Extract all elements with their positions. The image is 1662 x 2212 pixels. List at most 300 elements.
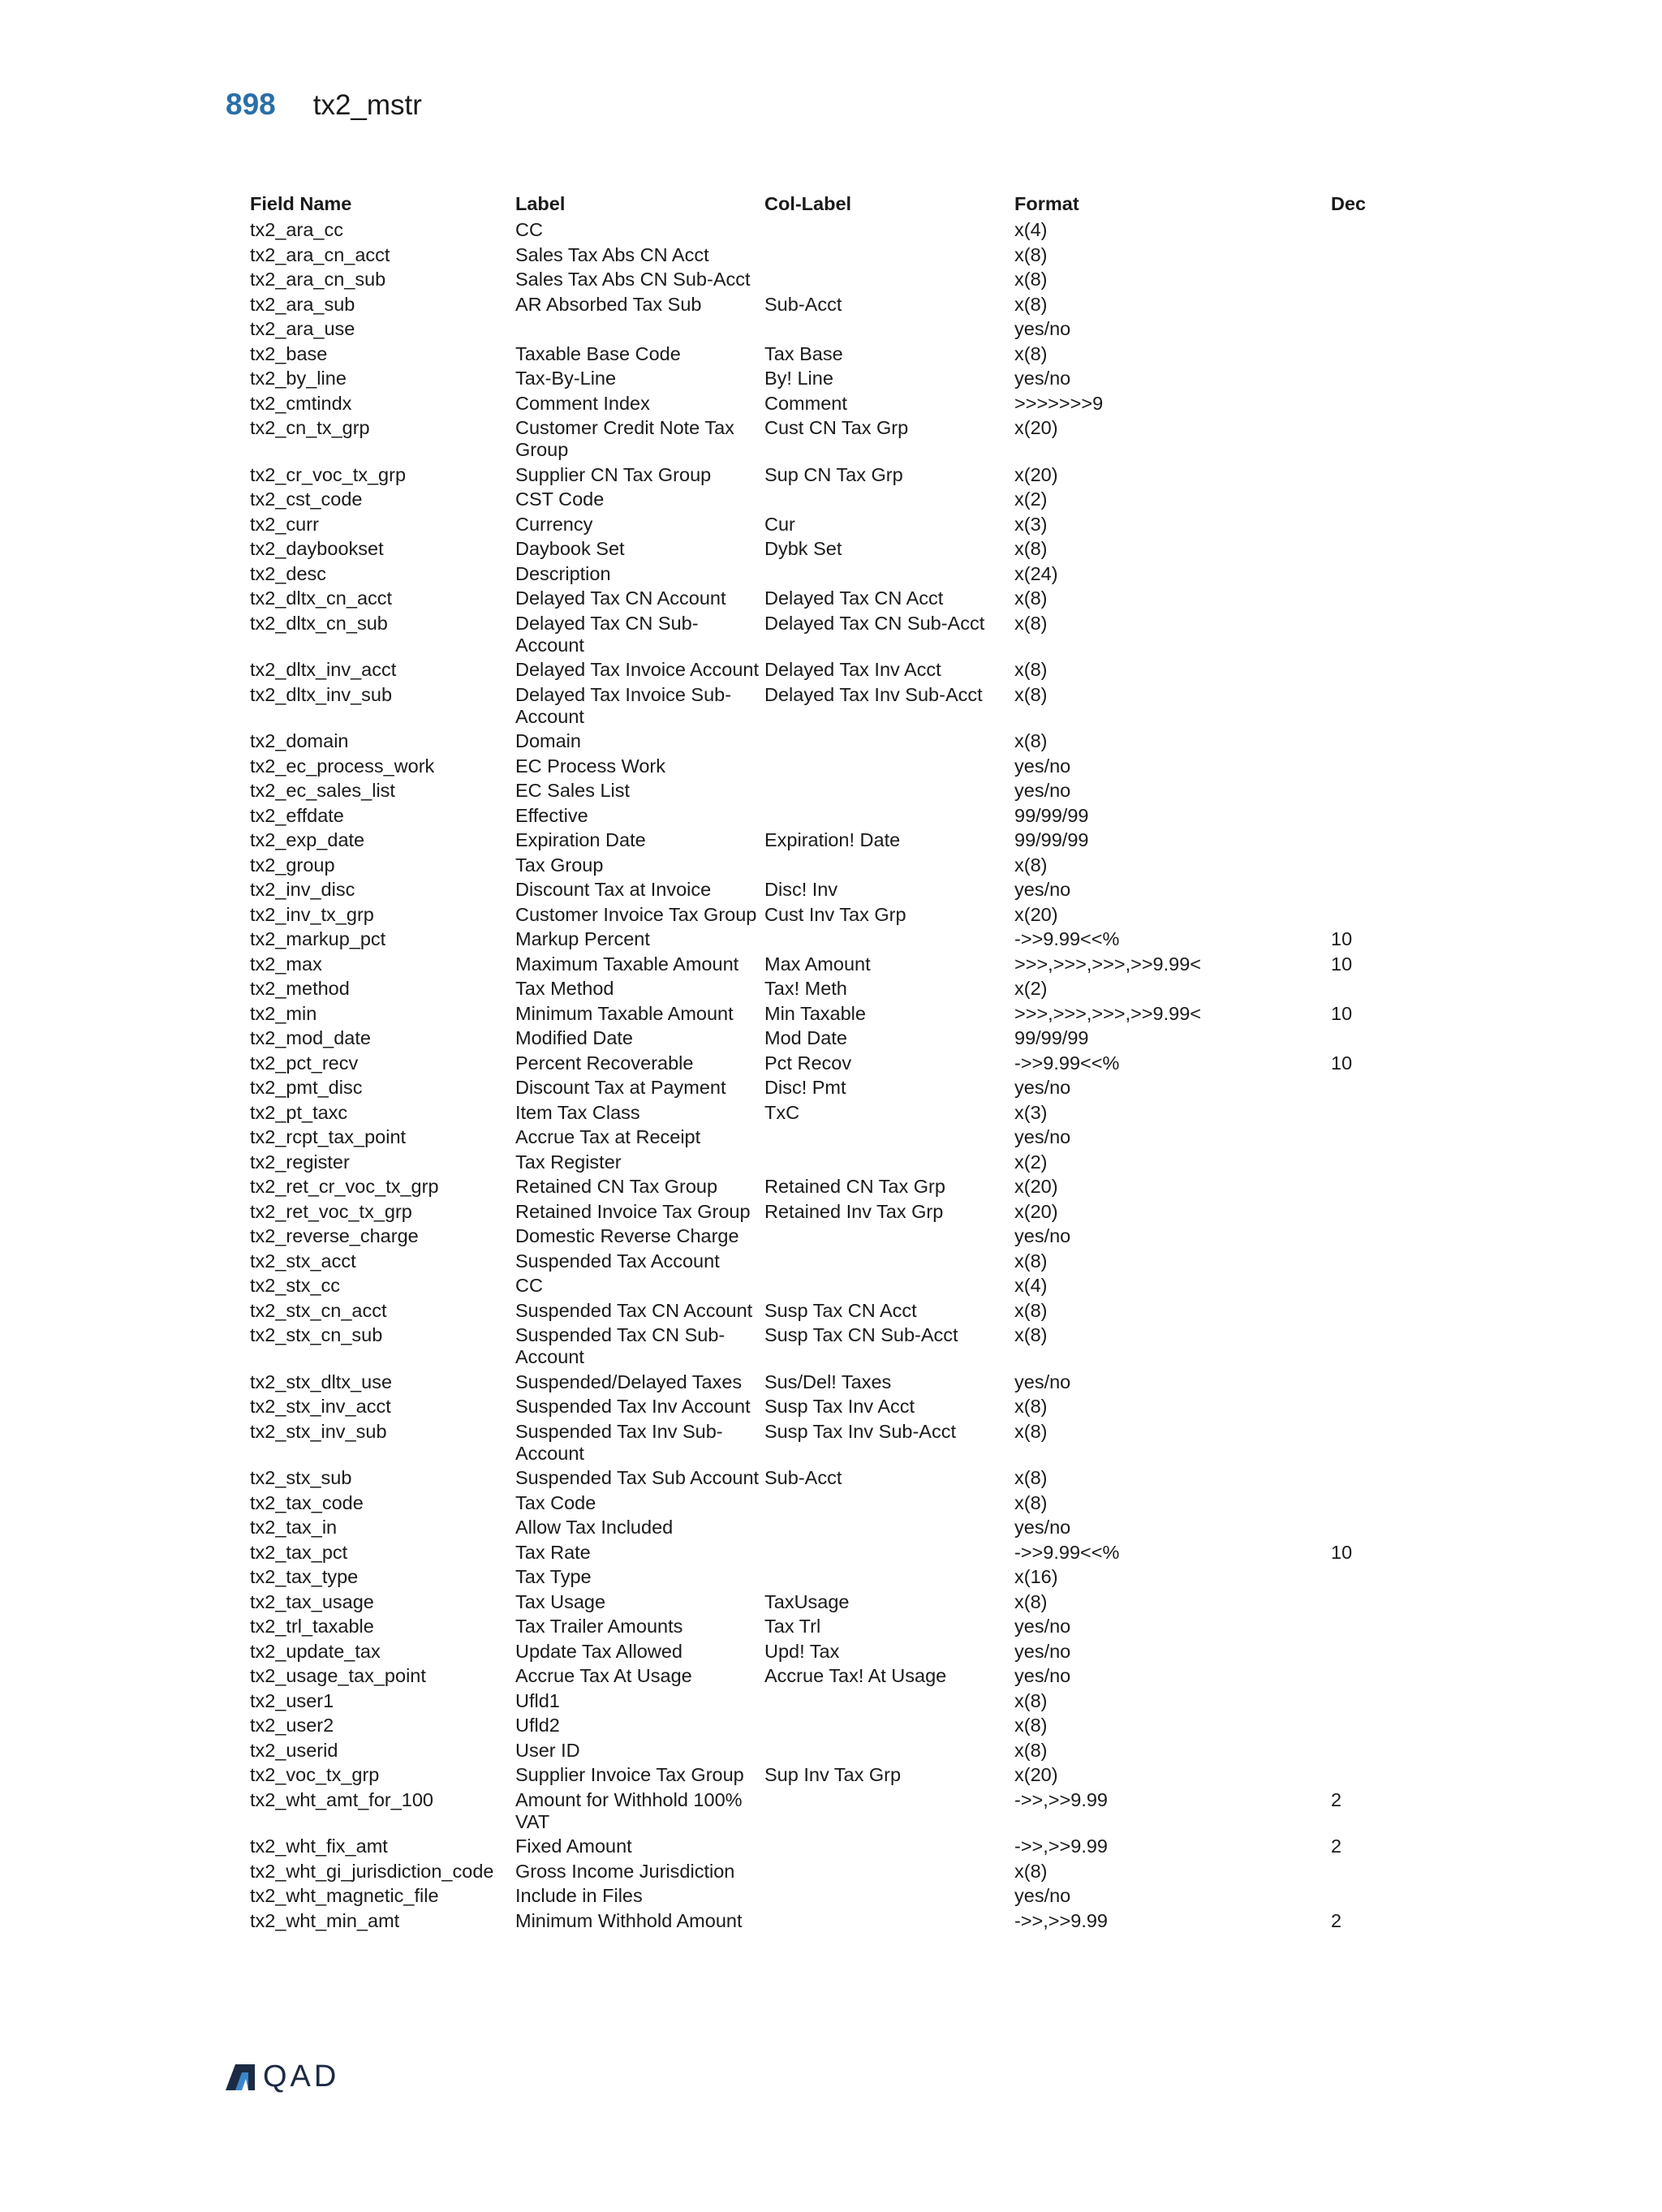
- cell-col-label: TxC: [764, 1101, 800, 1123]
- table-row: [250, 1421, 1402, 1468]
- cell-field-name: tx2_markup_pct: [250, 928, 386, 949]
- table-row: [250, 780, 1402, 805]
- table-row: [250, 1467, 1402, 1492]
- cell-label: Tax Method: [515, 978, 614, 999]
- table-row: [250, 244, 1402, 269]
- cell-format: x(20): [1014, 1200, 1058, 1222]
- cell-dec: 10: [1331, 953, 1353, 975]
- cell-col-label: [764, 1225, 1014, 1250]
- cell-col-label: Accrue Tax! At Usage: [764, 1665, 947, 1686]
- cell-field-name: tx2_group: [250, 854, 335, 876]
- cell-col-label: Cust CN Tax Grp: [764, 417, 909, 438]
- table-row: [250, 1835, 1402, 1861]
- cell-label: Suspended/Delayed Taxes: [515, 1371, 743, 1392]
- cell-label: Sales Tax Abs CN Acct: [515, 243, 709, 265]
- cell-format: x(2): [1014, 1151, 1048, 1173]
- page-number: 898: [226, 88, 276, 121]
- cell-format: yes/no: [1014, 1640, 1071, 1662]
- cell-field-name: tx2_wht_magnetic_file: [250, 1885, 439, 1906]
- cell-dec: [1331, 294, 1402, 319]
- cell-format: x(8): [1014, 269, 1048, 290]
- cell-format: yes/no: [1014, 1077, 1071, 1098]
- cell-field-name: tx2_reverse_charge: [250, 1225, 419, 1246]
- cell-dec: [1331, 730, 1402, 755]
- table-row: [250, 1275, 1402, 1300]
- cell-label: Currency: [515, 513, 593, 535]
- cell-field-name: tx2_ara_cn_acct: [250, 243, 390, 265]
- cell-col-label: Delayed Tax Inv Acct: [764, 659, 941, 680]
- cell-dec: [1331, 488, 1402, 514]
- cell-col-label: Upd! Tax: [764, 1640, 840, 1662]
- cell-format: yes/no: [1014, 1517, 1071, 1538]
- table-row: [250, 829, 1402, 854]
- cell-label: Discount Tax at Invoice: [515, 879, 712, 900]
- cell-label: Delayed Tax Invoice Account: [515, 659, 760, 680]
- cell-dec: [1331, 1421, 1402, 1468]
- cell-field-name: tx2_register: [250, 1151, 350, 1173]
- cell-dec: [1331, 1616, 1402, 1641]
- cell-format: x(8): [1014, 1420, 1048, 1442]
- cell-field-name: tx2_stx_cn_acct: [250, 1299, 387, 1321]
- cell-label: Include in Files: [515, 1885, 643, 1906]
- cell-dec: [1331, 1764, 1402, 1789]
- cell-col-label: [764, 1715, 1014, 1740]
- cell-label: Suspended Tax Account: [515, 1250, 720, 1272]
- cell-dec: [1331, 755, 1402, 781]
- cell-field-name: tx2_stx_sub: [250, 1467, 352, 1488]
- cell-format: 99/99/99: [1014, 829, 1089, 850]
- table-row: [250, 1300, 1402, 1325]
- cell-field-name: tx2_ret_voc_tx_grp: [250, 1200, 412, 1222]
- cell-field-name: tx2_userid: [250, 1739, 338, 1761]
- cell-field-name: tx2_dltx_cn_sub: [250, 612, 388, 634]
- cell-col-label: [764, 1542, 1014, 1567]
- cell-format: x(20): [1014, 903, 1058, 925]
- cell-format: x(8): [1014, 243, 1048, 265]
- cell-field-name: tx2_wht_amt_for_100: [250, 1788, 434, 1810]
- cell-label: Delayed Tax Invoice Sub-Account: [515, 683, 732, 727]
- cell-dec: [1331, 368, 1402, 393]
- cell-dec: [1331, 563, 1402, 588]
- table-row: [250, 1740, 1402, 1765]
- cell-col-label: [764, 269, 1014, 294]
- cell-label: Description: [515, 562, 611, 584]
- table-row: [250, 879, 1402, 904]
- cell-dec: 2: [1331, 1788, 1342, 1810]
- cell-col-label: Sub-Acct: [764, 1467, 842, 1488]
- cell-label: Gross Income Jurisdiction: [515, 1860, 735, 1882]
- table-row: [250, 1885, 1402, 1910]
- cell-dec: [1331, 318, 1402, 343]
- cell-col-label: [764, 219, 1014, 244]
- cell-dec: [1331, 1517, 1402, 1542]
- qad-logo-text: QAD: [263, 2059, 340, 2094]
- cell-col-label: Cur: [764, 513, 795, 535]
- cell-format: >>>,>>>,>>>,>>9.99<: [1014, 953, 1202, 975]
- table-row: [250, 1371, 1402, 1396]
- cell-label: Discount Tax at Payment: [515, 1077, 726, 1098]
- cell-field-name: tx2_wht_fix_amt: [250, 1835, 388, 1857]
- cell-dec: [1331, 613, 1402, 660]
- table-row: [250, 805, 1402, 830]
- cell-label: Allow Tax Included: [515, 1517, 674, 1538]
- cell-dec: [1331, 1885, 1402, 1910]
- cell-format: >>>,>>>,>>>,>>9.99<: [1014, 1002, 1202, 1024]
- cell-format: yes/no: [1014, 318, 1071, 339]
- page-header: [226, 88, 422, 122]
- cell-label: Minimum Taxable Amount: [515, 1002, 734, 1024]
- cell-field-name: tx2_inv_disc: [250, 879, 355, 900]
- cell-col-label: [764, 1835, 1014, 1861]
- cell-field-name: tx2_method: [250, 978, 350, 999]
- cell-label: Retained CN Tax Group: [515, 1176, 718, 1197]
- table-row: [250, 417, 1402, 464]
- cell-label: Domestic Reverse Charge: [515, 1225, 739, 1246]
- cell-label: CC: [515, 219, 543, 240]
- cell-dec: [1331, 1300, 1402, 1325]
- table-row: [250, 563, 1402, 588]
- cell-format: ->>,>>9.99: [1014, 1909, 1108, 1931]
- cell-label: Minimum Withhold Amount: [515, 1909, 743, 1931]
- cell-col-label: Pct Recov: [764, 1052, 852, 1074]
- table-row: [250, 587, 1402, 613]
- cell-label: Markup Percent: [515, 928, 650, 949]
- table-row: [250, 904, 1402, 929]
- cell-label: Expiration Date: [515, 829, 646, 850]
- cell-field-name: tx2_dltx_inv_acct: [250, 659, 397, 680]
- cell-label: Suspended Tax CN Sub-Account: [515, 1324, 726, 1367]
- table-row: [250, 538, 1402, 563]
- cell-format: yes/no: [1014, 1126, 1071, 1147]
- cell-format: ->>,>>9.99: [1014, 1788, 1108, 1810]
- cell-field-name: tx2_ara_sub: [250, 293, 355, 315]
- cell-field-name: tx2_cst_code: [250, 488, 363, 510]
- cell-field-name: tx2_stx_cn_sub: [250, 1324, 383, 1345]
- cell-col-label: Delayed Tax CN Acct: [764, 587, 944, 609]
- table-row: [250, 1396, 1402, 1421]
- cell-col-label: [764, 1861, 1014, 1886]
- table-row: [250, 488, 1402, 514]
- cell-field-name: tx2_ara_use: [250, 318, 355, 339]
- cell-format: x(3): [1014, 1101, 1048, 1123]
- cell-dec: [1331, 904, 1402, 929]
- cell-format: x(8): [1014, 1250, 1048, 1272]
- cell-format: 99/99/99: [1014, 1027, 1089, 1048]
- column-header-format: Format: [1014, 193, 1079, 214]
- table-row: [250, 1641, 1402, 1666]
- cell-label: Amount for Withhold 100% VAT: [515, 1788, 743, 1832]
- cell-dec: [1331, 1102, 1402, 1127]
- table-row: [250, 343, 1402, 368]
- cell-label: Tax-By-Line: [515, 368, 617, 389]
- cell-format: ->>9.99<<%: [1014, 1052, 1120, 1074]
- cell-col-label: TaxUsage: [764, 1590, 850, 1612]
- cell-dec: [1331, 1126, 1402, 1151]
- cell-col-label: Sub-Acct: [764, 293, 842, 315]
- cell-col-label: Susp Tax Inv Sub-Acct: [764, 1420, 956, 1442]
- cell-format: x(8): [1014, 1860, 1048, 1882]
- cell-format: x(16): [1014, 1566, 1058, 1587]
- table-row: [250, 659, 1402, 684]
- cell-field-name: tx2_mod_date: [250, 1027, 371, 1048]
- table-row: [250, 368, 1402, 393]
- cell-dec: 10: [1331, 1052, 1353, 1074]
- table-row: [250, 1616, 1402, 1641]
- cell-col-label: Tax Base: [764, 342, 843, 364]
- table-row: [250, 1789, 1402, 1836]
- cell-field-name: tx2_usage_tax_point: [250, 1665, 426, 1686]
- cell-dec: [1331, 219, 1402, 244]
- cell-format: 99/99/99: [1014, 804, 1089, 826]
- cell-format: x(8): [1014, 659, 1048, 680]
- cell-field-name: tx2_cmtindx: [250, 392, 352, 414]
- cell-field-name: tx2_user1: [250, 1689, 334, 1711]
- cell-label: Fixed Amount: [515, 1835, 632, 1857]
- cell-col-label: [764, 1517, 1014, 1542]
- cell-dec: [1331, 1861, 1402, 1886]
- cell-dec: [1331, 538, 1402, 563]
- cell-format: ->>9.99<<%: [1014, 928, 1120, 949]
- column-header-col-label: Col-Label: [764, 193, 852, 214]
- cell-field-name: tx2_ara_cn_sub: [250, 269, 386, 290]
- cell-col-label: Delayed Tax CN Sub-Acct: [764, 612, 985, 634]
- cell-dec: 10: [1331, 928, 1353, 949]
- cell-dec: [1331, 659, 1402, 684]
- cell-col-label: [764, 1126, 1014, 1151]
- cell-format: yes/no: [1014, 1665, 1071, 1686]
- table-row: [250, 1176, 1402, 1201]
- cell-field-name: tx2_ara_cc: [250, 219, 343, 240]
- cell-format: x(8): [1014, 683, 1048, 705]
- cell-col-label: [764, 1566, 1014, 1591]
- cell-field-name: tx2_pt_taxc: [250, 1101, 348, 1123]
- cell-dec: [1331, 1690, 1402, 1715]
- cell-col-label: Cust Inv Tax Grp: [764, 903, 906, 925]
- table-row: [250, 684, 1402, 731]
- cell-label: Suspended Tax Inv Account: [515, 1396, 751, 1417]
- cell-col-label: [764, 854, 1014, 880]
- table-row: [250, 978, 1402, 1003]
- cell-field-name: tx2_tax_usage: [250, 1590, 374, 1612]
- cell-label: AR Absorbed Tax Sub: [515, 293, 702, 315]
- cell-label: [515, 318, 764, 343]
- table-row: [250, 1151, 1402, 1177]
- cell-col-label: Dybk Set: [764, 538, 842, 559]
- cell-field-name: tx2_stx_acct: [250, 1250, 356, 1272]
- cell-col-label: Sup Inv Tax Grp: [764, 1764, 902, 1785]
- cell-label: User ID: [515, 1739, 580, 1761]
- table-row: [250, 1027, 1402, 1052]
- column-header-dec: Dec: [1331, 193, 1367, 214]
- table-header: [250, 193, 1402, 219]
- cell-field-name: tx2_tax_type: [250, 1566, 359, 1587]
- cell-field-name: tx2_wht_min_amt: [250, 1909, 400, 1931]
- cell-dec: [1331, 244, 1402, 269]
- cell-dec: [1331, 829, 1402, 854]
- cell-label: Tax Type: [515, 1566, 592, 1587]
- cell-format: yes/no: [1014, 368, 1071, 389]
- cell-label: Retained Invoice Tax Group: [515, 1200, 751, 1222]
- cell-dec: 2: [1331, 1835, 1342, 1857]
- cell-label: Accrue Tax at Receipt: [515, 1126, 701, 1147]
- cell-col-label: Susp Tax Inv Acct: [764, 1396, 915, 1417]
- cell-dec: [1331, 1641, 1402, 1666]
- cell-col-label: Disc! Inv: [764, 879, 838, 900]
- cell-field-name: tx2_rcpt_tax_point: [250, 1126, 407, 1147]
- cell-col-label: [764, 780, 1014, 805]
- column-header-label: Label: [515, 193, 566, 214]
- cell-field-name: tx2_daybookset: [250, 538, 384, 559]
- cell-field-name: tx2_min: [250, 1002, 317, 1024]
- cell-field-name: tx2_pmt_disc: [250, 1077, 363, 1098]
- cell-label: Ufld2: [515, 1715, 560, 1736]
- cell-dec: [1331, 1250, 1402, 1276]
- cell-field-name: tx2_stx_dltx_use: [250, 1371, 393, 1392]
- cell-col-label: Mod Date: [764, 1027, 847, 1048]
- cell-format: yes/no: [1014, 879, 1071, 900]
- table-row: [250, 1052, 1402, 1078]
- cell-label: Customer Credit Note Tax Group: [515, 417, 734, 460]
- cell-format: >>>>>>>9: [1014, 392, 1104, 414]
- cell-field-name: tx2_ec_sales_list: [250, 780, 395, 801]
- cell-dec: [1331, 269, 1402, 294]
- cell-dec: [1331, 1591, 1402, 1616]
- cell-field-name: tx2_tax_pct: [250, 1541, 348, 1563]
- cell-dec: [1331, 1176, 1402, 1201]
- cell-field-name: tx2_cr_voc_tx_grp: [250, 463, 407, 485]
- cell-field-name: tx2_trl_taxable: [250, 1616, 374, 1637]
- table-row: [250, 1517, 1402, 1542]
- cell-dec: [1331, 1492, 1402, 1517]
- cell-dec: [1331, 1201, 1402, 1226]
- cell-field-name: tx2_ec_process_work: [250, 755, 435, 777]
- table-row: [250, 1566, 1402, 1591]
- cell-label: Supplier Invoice Tax Group: [515, 1764, 744, 1785]
- cell-dec: 2: [1331, 1909, 1342, 1931]
- cell-label: Supplier CN Tax Group: [515, 463, 712, 485]
- cell-label: Tax Rate: [515, 1541, 591, 1563]
- cell-format: x(8): [1014, 1491, 1048, 1513]
- cell-dec: [1331, 1740, 1402, 1765]
- cell-format: x(8): [1014, 854, 1048, 876]
- cell-format: x(20): [1014, 417, 1058, 438]
- cell-label: Tax Code: [515, 1491, 596, 1513]
- cell-label: CC: [515, 1275, 543, 1296]
- table-body: [250, 219, 1402, 1934]
- cell-dec: [1331, 1225, 1402, 1250]
- cell-format: x(2): [1014, 488, 1048, 510]
- cell-label: Suspended Tax CN Account: [515, 1299, 753, 1321]
- cell-label: Tax Usage: [515, 1590, 606, 1612]
- cell-dec: [1331, 1665, 1402, 1690]
- cell-label: Effective: [515, 804, 588, 826]
- cell-field-name: tx2_dltx_cn_acct: [250, 587, 393, 609]
- cell-format: x(8): [1014, 730, 1048, 751]
- cell-format: yes/no: [1014, 1371, 1071, 1392]
- cell-field-name: tx2_update_tax: [250, 1640, 381, 1662]
- cell-dec: [1331, 1151, 1402, 1177]
- cell-dec: [1331, 1324, 1402, 1371]
- cell-col-label: [764, 1789, 1014, 1836]
- cell-format: x(3): [1014, 513, 1048, 535]
- table-row: [250, 393, 1402, 418]
- cell-col-label: Sus/Del! Taxes: [764, 1371, 892, 1392]
- cell-col-label: Expiration! Date: [764, 829, 901, 850]
- cell-dec: [1331, 854, 1402, 880]
- cell-col-label: [764, 563, 1014, 588]
- cell-field-name: tx2_dltx_inv_sub: [250, 683, 393, 705]
- cell-format: x(8): [1014, 538, 1048, 559]
- cell-label: Suspended Tax Sub Account: [515, 1467, 760, 1488]
- cell-format: x(20): [1014, 1176, 1058, 1197]
- cell-format: x(8): [1014, 1739, 1048, 1761]
- table-row: [250, 219, 1402, 244]
- cell-format: x(8): [1014, 293, 1048, 315]
- cell-label: Domain: [515, 730, 581, 751]
- cell-label: Ufld1: [515, 1689, 560, 1711]
- cell-format: x(8): [1014, 342, 1048, 364]
- table-row: [250, 318, 1402, 343]
- cell-format: x(4): [1014, 1275, 1048, 1296]
- cell-format: ->>,>>9.99: [1014, 1835, 1108, 1857]
- cell-dec: [1331, 393, 1402, 418]
- cell-dec: [1331, 780, 1402, 805]
- cell-col-label: Min Taxable: [764, 1002, 866, 1024]
- cell-field-name: tx2_stx_inv_sub: [250, 1420, 387, 1442]
- table-row: [250, 1077, 1402, 1102]
- table-row: [250, 514, 1402, 539]
- cell-col-label: Tax! Meth: [764, 978, 847, 999]
- cell-format: x(8): [1014, 1590, 1048, 1612]
- qad-logo-icon: [224, 2063, 256, 2092]
- cell-dec: [1331, 514, 1402, 539]
- cell-format: yes/no: [1014, 780, 1071, 801]
- cell-col-label: Sup CN Tax Grp: [764, 463, 903, 485]
- cell-dec: [1331, 343, 1402, 368]
- cell-label: Sales Tax Abs CN Sub-Acct: [515, 269, 751, 290]
- field-table: [250, 193, 1402, 1934]
- cell-label: EC Process Work: [515, 755, 665, 777]
- cell-col-label: [764, 1740, 1014, 1765]
- table-row: [250, 1665, 1402, 1690]
- table-row: [250, 1201, 1402, 1226]
- table-row: [250, 1764, 1402, 1789]
- cell-format: x(8): [1014, 1467, 1048, 1488]
- cell-col-label: Susp Tax CN Sub-Acct: [764, 1324, 958, 1345]
- cell-label: Modified Date: [515, 1027, 633, 1048]
- cell-format: x(8): [1014, 1689, 1048, 1711]
- cell-label: Tax Register: [515, 1151, 622, 1173]
- cell-field-name: tx2_effdate: [250, 804, 344, 826]
- cell-format: x(20): [1014, 463, 1058, 485]
- cell-field-name: tx2_tax_code: [250, 1491, 364, 1513]
- cell-format: x(20): [1014, 1764, 1058, 1785]
- table-row: [250, 269, 1402, 294]
- cell-format: x(8): [1014, 1299, 1048, 1321]
- table-row: [250, 1542, 1402, 1567]
- page-title: tx2_mstr: [312, 89, 422, 121]
- cell-format: x(8): [1014, 587, 1048, 609]
- qad-logo: [224, 2059, 339, 2094]
- cell-format: x(8): [1014, 612, 1048, 634]
- cell-format: x(8): [1014, 1396, 1048, 1417]
- table-row: [250, 1250, 1402, 1276]
- cell-col-label: Susp Tax CN Acct: [764, 1299, 917, 1321]
- cell-dec: [1331, 805, 1402, 830]
- cell-col-label: By! Line: [764, 368, 833, 389]
- cell-label: Update Tax Allowed: [515, 1640, 682, 1662]
- cell-field-name: tx2_wht_gi_jurisdiction_code: [250, 1860, 494, 1882]
